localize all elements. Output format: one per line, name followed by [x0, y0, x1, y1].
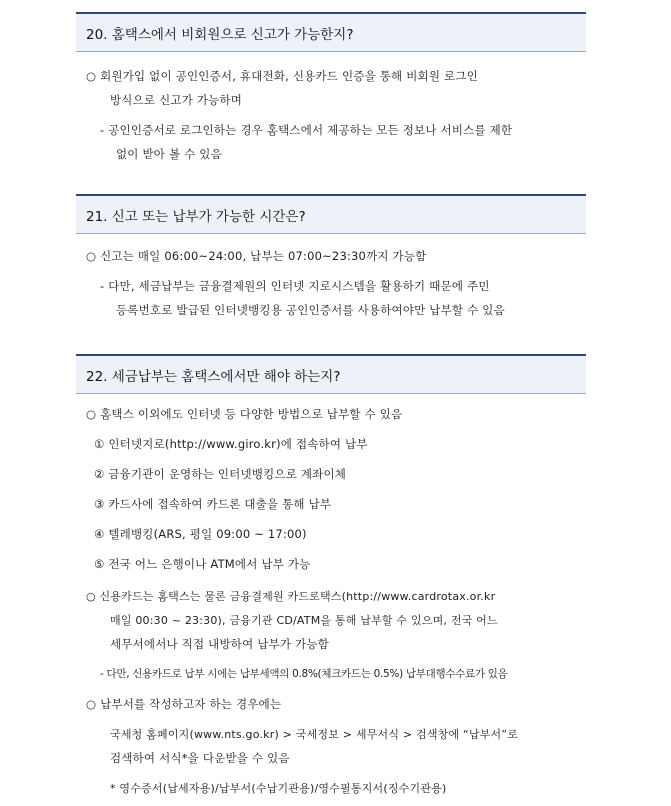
answer-line: ○ 신용카드는 홈택스는 물론 금융결제원 카드로택스(http://www.cardrotax.or.kr	[86, 590, 496, 603]
answer-line: - 다만, 신용카드로 납부 시에는 납부세액의 0.8%(체크카드는 0.5%) 납부대행수수료가 있음	[100, 668, 508, 680]
answer-line: ○ 납부서를 작성하고자 하는 경우에는	[86, 697, 282, 711]
answer-line: - 다만, 세금납부는 금융결제원의 인터넷 지로시스템을 활용하기 때문에 주민	[100, 279, 490, 293]
list-item: ④ 텔레뱅킹(ARS, 평일 09:00 ~ 17:00)	[94, 527, 307, 541]
question-header-22	[76, 354, 586, 394]
answer-line: ○ 홈택스 이외에도 인터넷 등 다양한 방법으로 납부할 수 있음	[86, 407, 403, 421]
answer-line: 검색하여 서식*을 다운받을 수 있음	[110, 751, 290, 765]
question-header-21	[76, 194, 586, 234]
list-item: ① 인터넷지로(http://www.giro.kr)에 접속하여 납부	[94, 437, 368, 451]
answer-line: 매일 00:30 ~ 23:30), 금융기관 CD/ATM을 통해 납부할 수 있으며, 전국 어느	[110, 614, 498, 627]
list-item: ② 금융기관이 운영하는 인터넷뱅킹으로 계좌이체	[94, 467, 347, 481]
question-title: 21. 신고 또는 납부가 가능한 시간은?	[86, 208, 306, 225]
answer-line: 등록번호로 발급된 인터넷뱅킹용 공인인증서를 사용하여야만 납부할 수 있음	[116, 303, 505, 317]
answer-line: 없이 받아 볼 수 있음	[116, 147, 222, 161]
answer-line: 국세청 홈페이지(www.nts.go.kr) > 국세정보 > 세무서식 > 검색창에 “납부서”로	[110, 728, 519, 741]
footnote: * 영수증서(납세자용)/납부서(수납기관용)/영수필통지서(징수기관용)	[110, 782, 447, 795]
answer-line: 방식으로 신고가 가능하며	[110, 93, 243, 107]
question-title: 22. 세금납부는 홈택스에서만 해야 하는지?	[86, 368, 341, 385]
question-title: 20. 홈택스에서 비회원으로 신고가 가능한지?	[86, 26, 354, 43]
answer-line: - 공인인증서로 로그인하는 경우 홈택스에서 제공하는 모든 정보나 서비스를 제한	[100, 123, 513, 137]
list-item: ③ 카드사에 접속하여 카드론 대출을 통해 납부	[94, 497, 332, 511]
answer-line: ○ 회원가입 없이 공인인증서, 휴대전화, 신용카드 인증을 통해 비회원 로그인	[86, 69, 478, 83]
answer-line: 세무서에서나 직접 내방하여 납부가 가능함	[110, 637, 329, 651]
question-header-20	[76, 12, 586, 52]
list-item: ⑤ 전국 어느 은행이나 ATM에서 납부 가능	[94, 557, 311, 571]
answer-line: ○ 신고는 매일 06:00~24:00, 납부는 07:00~23:30까지 가능함	[86, 249, 427, 263]
